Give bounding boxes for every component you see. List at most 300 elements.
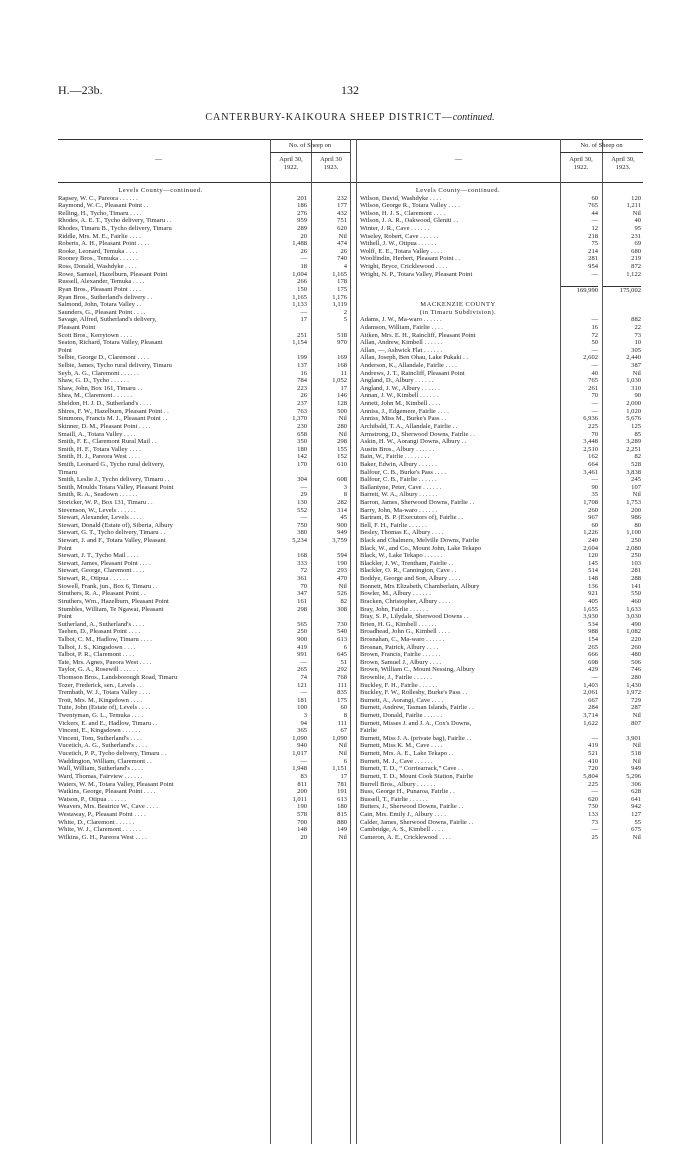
sheep-1922: 200 [297,788,307,796]
sheep-1922: 1,017 [292,750,307,758]
sheep-1923: 594 [337,552,347,560]
sheep-1923: Nil [338,430,347,438]
table-row [360,674,643,682]
sheep-1923: 729 [631,696,641,704]
table-row [58,773,356,781]
sheep-1922: 225 [588,780,598,788]
sheep-1923: 287 [631,704,641,712]
sheep-1922: 1,226 [583,529,598,537]
sheep-1922: 1,622 [583,719,598,727]
owner-name: Ross, Donald, Washdyke . . . . [58,263,137,271]
sheep-1922: 720 [588,765,598,773]
sheep-1923: 8 [343,491,347,499]
owner-name: Struthers, R. A., Pleasant Point . . [58,590,146,598]
owner-name: Seyb, A. G., Claremont . . . . . . [58,369,139,377]
sheep-1923: 610 [337,460,347,468]
table-row [58,210,356,218]
sheep-1923: Nil [632,833,641,841]
sheep-1923: 155 [337,445,347,453]
sheep-1923: 180 [337,803,347,811]
table-row [360,423,643,431]
owner-name: Smith, F. E., Claremont Rural Mail . . [58,438,157,446]
owner-name: Allan, —, Ashwick Flat . . . . . . [360,346,443,354]
sheep-1922: 261 [588,384,598,392]
table-row [360,255,643,263]
sheep-1923: 872 [631,263,641,271]
owner-name: Smith, Leonard G., Tycho rural delivery, [58,460,165,468]
sheep-1923: 305 [631,346,641,354]
owner-name: Bell, F. H., Fairlie . . . . . . [360,521,427,529]
owner-name: Smith, R. A., Seadown . . . . . . [58,491,138,499]
owner-name: Burnett, T. D., Mount Cook Station, Fairlie [360,772,474,780]
sheep-1922: 410 [588,757,598,765]
sheep-1923: 613 [337,795,347,803]
title-suffix: continued. [452,112,495,123]
page-number: 132 [341,83,359,97]
table-row [58,613,356,621]
sheep-1923: 528 [631,460,641,468]
sheep-1922: 763 [297,407,307,415]
table-row [58,347,356,355]
table-row [360,659,643,667]
table-row [58,560,356,568]
sheep-1923: 3,901 [626,734,641,742]
table-row [58,469,356,477]
sheep-1923: 250 [631,537,641,545]
sheep-1922: 429 [588,666,598,674]
owner-name: Burnett, Misses J. and J. A., Cox's Downs, [360,719,472,727]
sheep-1922: — [300,689,307,697]
owner-name: Buss, George H., Punaroa, Fairlie . . [360,788,455,796]
sheep-1922: 900 [297,635,307,643]
owner-name: Talbot, C. M., Hadlow, Timaru . . . . [58,635,152,643]
owner-name: Tate, Mrs. Agnes, Paeora West . . . . [58,658,152,666]
table-row [58,788,356,796]
table-row [360,324,643,332]
owner-name: Burnett, T. D., “ Corriearrack,” Cave . . [360,765,464,773]
sheep-1922: 3,714 [583,712,598,720]
table-row [360,461,643,469]
sheep-1923: Nil [338,415,347,423]
table-row [58,392,356,400]
table-row [58,727,356,735]
table-row [360,431,643,439]
owner-name: Shires, F. W., Hazelburn, Pleasant Point . . [58,407,169,415]
table-row [360,712,643,720]
owner-name: Woolfindin, Herbert, Pleasant Point . . [360,255,461,263]
sheep-1922: — [591,788,598,796]
sheep-1922: — [591,316,598,324]
owner-name: Salmond, John, Totara Valley . . [58,301,142,309]
owner-name: Talbot, J. S., Kingsdown . . . . [58,643,136,651]
table-row [360,316,643,324]
table-row [360,294,643,302]
sheep-1922: 16 [300,369,307,377]
sheep-1923: 169 [337,354,347,362]
table-row [360,644,643,652]
table-row [360,362,643,370]
owner-name: Barron, James, Sherwood Downs, Fairlie . . [360,498,475,506]
sheep-1923: Nil [338,232,347,240]
owner-name: Austin Bros., Albury . . . . . . [360,445,435,453]
owner-name: Smith, Moulds Totara Valley, Pleasant Point [58,483,174,491]
sheep-1922: 419 [588,742,598,750]
table-row [58,225,356,233]
owner-name: Bussell, T., Fairlie . . . . . . [360,795,428,803]
table-row [58,636,356,644]
sheep-1923: 26 [340,247,347,255]
sheep-1923: 2,251 [626,445,641,453]
sheep-1922: — [591,270,598,278]
table-row [58,202,356,210]
owner-name: Burnett, Andrew, Tasman Islands, Fairlie . . [360,704,474,712]
owner-name: Waters, W. M., Totara Valley, Pleasant Point [58,780,174,788]
sheep-1922: 658 [297,430,307,438]
sheep-1923: 127 [631,810,641,818]
sheep-1922: 162 [588,453,598,461]
sheep-1922: 26 [300,247,307,255]
sheep-1923: 219 [631,255,641,263]
owner-name: Smaill, A., Totara Valley . . . . [58,430,136,438]
table-row [58,233,356,241]
table-row [58,278,356,286]
sheep-1923: 1,430 [626,681,641,689]
sheep-1922: 405 [588,597,598,605]
table-row [360,803,643,811]
table-row [360,636,643,644]
right-column-header [360,139,643,181]
owner-name: Russell, Alexander, Temuka . . . . [58,278,145,286]
sheep-1923: 175 [337,696,347,704]
table-row [58,720,356,728]
sheep-1922: 29 [300,491,307,499]
sheep-1922: 1,655 [583,605,598,613]
sheep-1923: 141 [631,582,641,590]
owner-name: Weavers, Mrs. Beatrice W., Cave . . . . [58,803,158,811]
owner-name: Barrett, W. A., Albury . . . . . . [360,491,438,499]
right-divider-0 [356,139,357,1144]
table-row [58,332,356,340]
sheep-1923: 17 [340,772,347,780]
owner-name: Stewart, J. T., Tycho Mail . . . . [58,552,139,560]
left-rows [58,187,356,841]
owner-name: Balfour, C. B., Burke's Pass . . . . [360,468,447,476]
sheep-1922: 44 [591,209,598,217]
owner-name: Annan, J. W., Kimbell . . . . . . [360,392,439,400]
table-row [360,278,643,286]
sheep-1922: 72 [591,331,598,339]
sheep-1922: — [300,757,307,765]
owner-name: Black, W., and Co., Mount John, Lake Tekapo [360,544,482,552]
table-row [58,362,356,370]
owner-name: Wilkins, G. H., Pareora West . . . . [58,833,147,841]
sheep-1923: 40 [634,217,641,225]
sheep-1922: 620 [588,795,598,803]
sheep-1923: 85 [634,430,641,438]
sheep-1923: 880 [337,818,347,826]
owner-name: Seaton, Richard, Totara Valley, Pleasant [58,339,163,347]
sheep-1923: 175 [337,285,347,293]
left-group-rule [270,152,350,153]
table-row [58,545,356,553]
owner-name: Brown, William C., Mount Nessing, Albury [360,666,475,674]
table-row [58,834,356,842]
table-row [58,423,356,431]
table-row [58,354,356,362]
sheep-1922: 150 [297,285,307,293]
owner-name: Ryan Bros., Pleasant Point . . . . [58,285,141,293]
sheep-1923: 82 [634,453,641,461]
sheep-1922: 154 [588,635,598,643]
table-row [58,529,356,537]
sheep-1922: 1,948 [292,765,307,773]
sheep-1922: 20 [300,232,307,240]
sheep-1923: 125 [631,422,641,430]
sheep-1923: 73 [634,331,641,339]
table-row [58,491,356,499]
sheep-1923: 3 [343,483,347,491]
table-row [58,400,356,408]
sheep-1922: 240 [588,537,598,545]
sheep-1923: 308 [337,605,347,613]
sheep-1923: 17 [340,384,347,392]
sheep-1923: Nil [632,757,641,765]
table-row [360,598,643,606]
table-row [360,484,643,492]
sheep-1923: 432 [337,209,347,217]
table-row [360,819,643,827]
table-row [58,781,356,789]
owner-name: Besley, Thomas E., Albury . . . . [360,529,444,537]
table-row [360,385,643,393]
table-row [58,819,356,827]
sheep-1922: — [591,407,598,415]
owner-name: Rooney Bros., Temuka . . . . . . [58,255,138,263]
sheep-1923: 292 [337,666,347,674]
sheep-1923: 103 [631,559,641,567]
sheep-1923: 55 [634,818,641,826]
sheep-1922: 136 [588,582,598,590]
table-row [360,758,643,766]
sheep-1923: 2 [343,308,347,316]
sheep-1922: 1,133 [292,301,307,309]
sheep-1923: 628 [631,788,641,796]
sheep-1922: 130 [297,498,307,506]
table-row [360,651,643,659]
sheep-1922: 16 [591,323,598,331]
sheep-1922: — [591,346,598,354]
sheep-1922: 142 [297,453,307,461]
table-row [360,697,643,705]
sheep-1922: 578 [297,810,307,818]
table-row [360,583,643,591]
sheep-1922: 698 [588,658,598,666]
table-row [58,590,356,598]
owner-name: Smith, H. J., Pareora West . . . . [58,453,140,461]
owner-name: Balfour, C. B., Fairlie . . . . . . [360,476,437,484]
table-row [360,529,643,537]
sheep-1922: 521 [588,750,598,758]
sheep-1922: 74 [300,674,307,681]
owner-name: Skinner, D. M., Pleasant Point . . . . [58,422,151,430]
sheep-1922: 2,602 [583,354,598,362]
sheep-1923: 11 [340,369,347,377]
table-row [58,674,356,682]
table-row [58,240,356,248]
owner-name: White, W. J., Claremont . . . . . . [58,826,141,834]
sheep-1923: 506 [631,658,641,666]
sheep-1923: Nil [632,491,641,499]
sheep-1922: 170 [297,460,307,468]
right-col-1922: April 30, 1922. [569,156,593,171]
table-row [58,704,356,712]
sheep-1922: 186 [297,202,307,210]
table-row [58,735,356,743]
table-row [58,324,356,332]
owner-name: Relling, H., Tycho, Timaru . . . . [58,209,142,217]
sheep-1923: 80 [634,521,641,529]
owner-name: Storicker, W. P., Box 131, Timaru . . [58,498,153,506]
owner-name: Vickers, E. and E., Hadlow, Timaru . . [58,719,158,727]
owner-name: Selbie, James, Tycho rural delivery, Timaru [58,362,172,370]
sheep-1922: 5,804 [583,772,598,780]
sheep-1923: 3,759 [332,537,347,545]
table-row [360,689,643,697]
owner-name: Stewart, Donald (Estate of), Siberia, Albury [58,521,173,529]
sheep-1922: 70 [300,582,307,590]
owner-name: Cambridge, A. S., Kimbell . . . . [360,826,444,834]
sheep-1922: 75 [591,240,598,248]
sheep-1922: 168 [297,552,307,560]
sheep-1923: 280 [337,422,347,430]
table-row [360,621,643,629]
owner-name: Tozer, Frederick, sen., Levels . . [58,681,142,689]
sheep-1923: 387 [631,362,641,370]
sheep-1923: 751 [337,217,347,225]
sheep-1922: 260 [588,506,598,514]
table-row [58,742,356,750]
sheep-1922: 25 [591,833,598,841]
sheep-1923: 986 [631,514,641,522]
sheep-1922: 667 [588,696,598,704]
sheep-1923: 1,211 [626,202,641,210]
sheep-1922: 1,004 [292,270,307,278]
sheep-1923: 200 [631,506,641,514]
page-ref: H.—23b. [58,83,103,97]
sheep-1922: 145 [588,559,598,567]
table-row [58,499,356,507]
table-row [360,788,643,796]
owner-name: Bartram, B. P. (Executors of), Fairlie . . [360,514,464,522]
sheep-1922: 921 [588,590,598,598]
sheep-1922: 223 [297,384,307,392]
table-row [58,750,356,758]
sheep-1922: 50 [591,339,598,347]
sheep-1922: 940 [297,742,307,750]
sheep-1923: Nil [338,750,347,758]
owner-name: Armstrong, D., Sherwood Downs, Fairlie . . [360,430,475,438]
sheep-1922: 765 [588,202,598,210]
sheep-1922: 121 [297,681,307,689]
table-row [58,712,356,720]
sheep-1923: 314 [337,506,347,514]
sheep-1923: 8 [343,712,347,720]
right-col-1923: April 30, 1923. [611,156,635,171]
table-row [58,697,356,705]
owner-name: Brown, Samuel J., Albury . . . . [360,658,442,666]
sheep-1923: 107 [631,483,641,491]
owner-name: Wilson, H. J. S., Claremont . . . . [360,209,446,217]
sheep-1923: 1,020 [626,407,641,415]
sheep-1922: 1,011 [292,795,307,803]
table-row [360,225,643,233]
sheep-1923: 45 [340,514,347,522]
owner-name: Vucetich, P. P., Tycho delivery, Timaru . . [58,750,167,758]
right-group-rule [560,152,643,153]
owner-name: Trembath, W. J., Totara Valley . . . . [58,689,151,697]
sheep-1922: 1,708 [583,498,598,506]
owner-name: Wilson, David, Washdyke . . . . [360,194,442,202]
table-row [58,598,356,606]
table-row [360,370,643,378]
owner-name: Taehen, D., Pleasant Point . . . . [58,628,141,636]
owner-name: Brosnan, Patrick, Albury . . . . [360,643,439,651]
owner-name: Smith, Leslie J., Tycho delivery, Timaru . . [58,476,170,484]
owner-name: Point [58,346,72,354]
owner-name: Rhodes, A. E. T., Tycho delivery, Timaru . . [58,217,172,225]
sheep-1922: 237 [297,400,307,408]
sheep-1923: 480 [631,651,641,659]
sheep-1923: 175,002 [603,286,641,295]
owner-name: Anniss, J., Edgemere, Fairlie . . . . [360,407,449,415]
sheep-1922: 18 [300,263,307,271]
sheep-1922: 181 [297,696,307,704]
sheep-1922: 6,936 [583,415,598,423]
sheep-1923: 474 [337,240,347,248]
table-row [360,606,643,614]
owner-name: Savage, Alfred, Sutherland's delivery, [58,316,157,324]
owner-name: Adams, J. W., Ma-waro . . . . . . [360,316,442,324]
sheep-1922: 225 [588,422,598,430]
table-row [58,484,356,492]
owner-name: White, D., Claremont . . . . . . [58,818,135,826]
owner-name: Stewart, G. T., Tycho delivery, Timaru . . [58,529,166,537]
sheep-1922: 148 [588,575,598,583]
sheep-1922: 190 [297,803,307,811]
table-row [360,727,643,735]
sheep-1923: 1,082 [626,628,641,636]
table-row [360,522,643,530]
sheep-1923: 5,676 [626,415,641,423]
owner-name: Wright, N. P., Totara Valley, Pleasant Point [360,270,473,278]
owner-name: Burnett, M. J., Cave . . . . . . [360,757,433,765]
sheep-1923: 970 [337,339,347,347]
right-rows [360,187,643,841]
owner-name: Pleasant Point [58,323,96,331]
owner-name: Shaw, G. D., Tycho . . . . . . [58,377,129,385]
sheep-1923: 882 [631,316,641,324]
sheep-1922: 784 [297,377,307,385]
section-heading [360,301,643,309]
owner-name: Burnett, Miss J. A. (private bag), Fairlie . . [360,734,472,742]
sheep-1922: 347 [297,590,307,598]
owner-name: Allan, Andrew, Kimbell . . . . . . [360,339,443,347]
left-table [58,139,356,1144]
sheep-1923: 740 [337,255,347,263]
table-row [360,666,643,674]
owner-name: Cameron, A. E., Cricklewood . . . . [360,833,451,841]
table-row [58,583,356,591]
